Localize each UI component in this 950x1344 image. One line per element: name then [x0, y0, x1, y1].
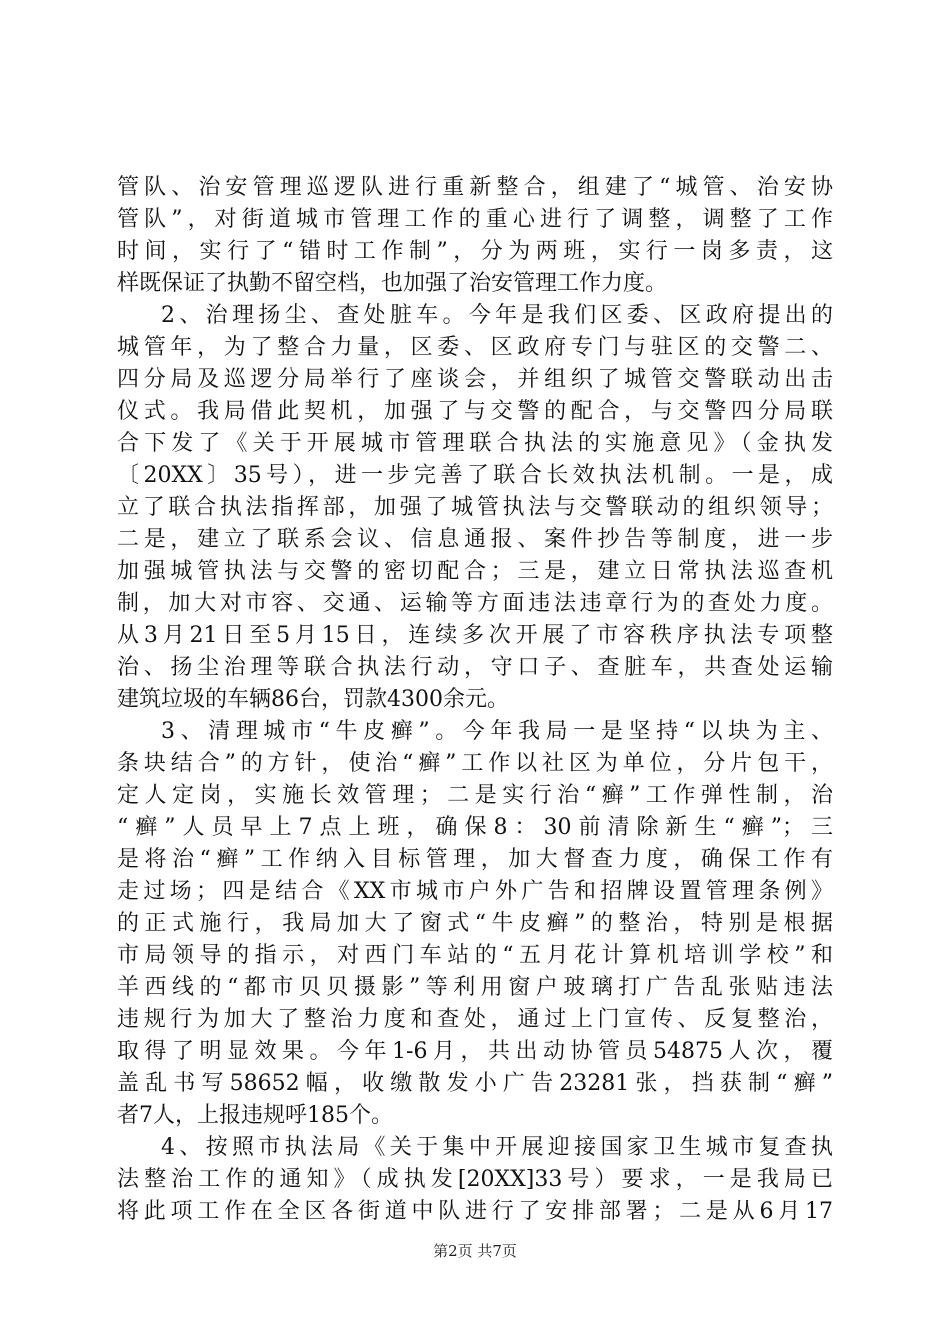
document-body	[117, 172, 833, 1228]
text-line: 建筑垃圾的车辆86台，罚款4300余元。	[117, 687, 509, 712]
text-line: 管队、治安管理巡逻队进行重新整合，组建了“城管、治安协	[117, 175, 833, 200]
text-line: 制，加大对市容、交通、运输等方面违法违章行为的查处力度。	[117, 591, 833, 616]
text-line: “癣”人员早上7点上班，确保8：30前清除新生“癣”；三	[117, 815, 833, 840]
text-line: 时间，实行了“错时工作制”，分为两班，实行一岗多责，这	[117, 239, 833, 264]
paragraph-first-line: 3、清理城市“牛皮癣”。今年我局一是坚持“以块为主、	[161, 719, 833, 744]
page-number-footer: 第2页 共7页	[433, 1242, 517, 1260]
text-line: 管队”，对街道城市管理工作的重心进行了调整，调整了工作	[117, 207, 833, 232]
text-line: 条块结合”的方针，使治“癣”工作以社区为单位，分片包干，	[117, 751, 833, 776]
text-line: 仪式。我局借此契机，加强了与交警的配合，与交警四分局联	[117, 399, 833, 424]
paragraph-first-line: 4、按照市执法局《关于集中开展迎接国家卫生城市复查执	[161, 1135, 833, 1160]
text-line: 城管年，为了整合力量，区委、区政府专门与驻区的交警二、	[117, 335, 833, 360]
text-line: 是将治“癣”工作纳入目标管理，加大督查力度，确保工作有	[117, 847, 833, 872]
text-line: 样既保证了执勤不留空档，也加强了治安管理工作力度。	[117, 271, 668, 296]
text-line: 将此项工作在全区各街道中队进行了安排部署；二是从6月17	[117, 1199, 833, 1224]
text-line: 四分局及巡逻分局举行了座谈会，并组织了城管交警联动出击	[117, 367, 833, 392]
text-line: 立了联合执法指挥部，加强了城管执法与交警联动的组织领导；	[117, 495, 833, 520]
text-line: 取得了明显效果。今年1-6月，共出动协管员54875人次，覆	[117, 1039, 833, 1064]
text-line: 盖乱书写58652幅，收缴散发小广告23281张，挡获制“癣”	[117, 1071, 833, 1096]
text-line: 的正式施行，我局加大了窗式“牛皮癣”的整治，特别是根据	[117, 911, 833, 936]
text-line: 合下发了《关于开展城市管理联合执法的实施意见》（金执发	[117, 431, 833, 456]
text-line: 违规行为加大了整治力度和查处，通过上门宣传、反复整治，	[117, 1007, 833, 1032]
text-line: 走过场；四是结合《XX市城市户外广告和招牌设置管理条例》	[117, 879, 833, 904]
text-line: 治、扬尘治理等联合执法行动，守口子、查脏车，共查处运输	[117, 655, 833, 680]
text-line: 法整治工作的通知》（成执发[20XX]33号）要求，一是我局已	[117, 1167, 833, 1192]
text-line: 羊西线的“都市贝贝摄影”等利用窗户玻璃打广告乱张贴违法	[117, 975, 833, 1000]
text-line: 者7人，上报违规呼185个。	[117, 1103, 393, 1128]
text-line: 二是，建立了联系会议、信息通报、案件抄告等制度，进一步	[117, 527, 833, 552]
text-line: 〔20XX〕35号），进一步完善了联合长效执法机制。一是，成	[117, 463, 833, 488]
text-line: 加强城管执法与交警的密切配合；三是，建立日常执法巡查机	[117, 559, 833, 584]
text-line: 定人定岗，实施长效管理；二是实行治“癣”工作弹性制，治	[117, 783, 833, 808]
paragraph-first-line: 2、治理扬尘、查处脏车。今年是我们区委、区政府提出的	[161, 303, 833, 328]
text-line: 市局领导的指示，对西门车站的“五月花计算机培训学校”和	[117, 943, 833, 968]
text-line: 从3月21日至5月15日，连续多次开展了市容秩序执法专项整	[117, 623, 833, 648]
